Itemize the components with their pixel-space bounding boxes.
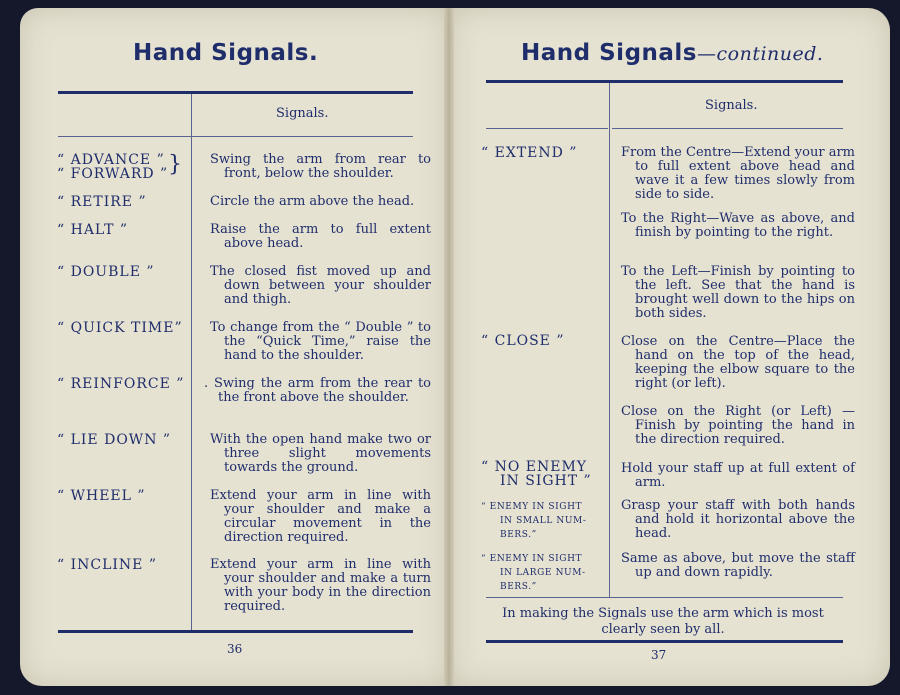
left-header-rule <box>58 136 413 137</box>
description-no-enemy: Hold your staff up at full extent of arm. <box>621 461 855 490</box>
signal-enemy-small: “ ENEMY IN SIGHT <box>481 502 583 512</box>
signal-enemy-large-line3: BERS.” <box>500 582 537 592</box>
description-enemy-large: Same as above, but move the staff up and down rapidly. <box>621 551 855 580</box>
description-extend-right: To the Right—Wave as above, and finish by pointing to the right. <box>621 211 855 240</box>
description-close-right: Close on the Right (or Left) —Finish by pointing the hand in the direction required. <box>621 404 855 447</box>
signal-enemy-large-line2: IN LARGE NUM- <box>500 568 586 578</box>
right-title-suffix: —continued. <box>697 43 824 65</box>
signal-no-enemy-line2: IN SIGHT ” <box>500 473 592 489</box>
signal-advance: “ ADVANCE ” <box>57 152 165 168</box>
right-bottom-rule <box>486 640 843 643</box>
signal-lie-down: “ LIE DOWN ” <box>57 432 172 448</box>
left-page-number: 36 <box>227 642 243 656</box>
book-gutter <box>444 8 454 686</box>
signal-incline: “ INCLINE ” <box>57 557 158 573</box>
description-close-centre: Close on the Centre—Place the hand on the top of the head, keeping the elbow square to the right (or left). <box>621 334 855 391</box>
description-quick-time: To change from the “ Double ” to the “Quick Time,” raise the hand to the shoulder. <box>210 320 431 363</box>
description-halt: Raise the arm to full extent above head. <box>210 222 431 251</box>
signal-enemy-small-line3: BERS.” <box>500 530 537 540</box>
description-advance: Swing the arm from rear to front, below the shoulder. <box>210 152 431 181</box>
left-column-divider <box>191 94 192 630</box>
footer-note: In making the Signals use the arm which is most clearly seen by all. <box>502 606 824 637</box>
right-header-rule-a <box>486 128 608 129</box>
signal-enemy-small-line2: IN SMALL NUM- <box>500 516 587 526</box>
signal-quick-time: “ QUICK TIME” <box>57 320 183 336</box>
description-incline: Extend your arm in line with your shoulder and make a turn with your body in the direction required. <box>210 557 431 614</box>
description-lie-down: With the open hand make two or three slight movements towards the ground. <box>210 432 431 475</box>
right-title-main: Hand Signals <box>521 40 697 66</box>
right-page-title <box>521 40 823 66</box>
right-bottom-thin-rule <box>486 597 843 598</box>
right-top-rule <box>486 80 843 83</box>
signal-close: “ CLOSE ” <box>481 333 565 349</box>
brace-glyph: } <box>168 152 182 177</box>
description-double: The closed fist moved up and down between your shoulder and thigh. <box>210 264 431 307</box>
right-header-rule-b <box>612 128 843 129</box>
description-enemy-small: Grasp your staff with both hands and hold it horizontal above the head. <box>621 498 855 541</box>
description-extend-left: To the Left—Finish by pointing to the left. See that the hand is brought well down to the hips on both sides. <box>621 264 855 321</box>
right-column-header: Signals. <box>705 98 758 113</box>
description-extend-centre: From the Centre—Extend your arm to full extent above head and wave it a few times slowly from side to side. <box>621 145 855 202</box>
right-page-number: 37 <box>651 648 667 662</box>
description-retire: Circle the arm above the head. <box>210 194 415 209</box>
signal-extend: “ EXTEND ” <box>481 145 578 161</box>
right-column-divider <box>609 83 610 597</box>
signal-wheel: “ WHEEL ” <box>57 488 146 504</box>
left-page-title: Hand Signals. <box>133 40 319 66</box>
signal-no-enemy: “ NO ENEMY <box>481 459 588 475</box>
signal-forward: “ FORWARD ” <box>57 166 169 182</box>
signal-halt: “ HALT ” <box>57 222 129 238</box>
description-reinforce: . Swing the arm from the rear to the front above the shoulder. <box>204 376 431 405</box>
left-top-rule <box>58 91 413 94</box>
signal-retire: “ RETIRE ” <box>57 194 147 210</box>
left-bottom-rule <box>58 630 413 633</box>
description-wheel: Extend your arm in line with your shoulder and make a circular movement in the direction required. <box>210 488 431 545</box>
signal-double: “ DOUBLE ” <box>57 264 155 280</box>
signal-reinforce: “ REINFORCE ” <box>57 376 185 392</box>
left-column-header: Signals. <box>276 106 329 121</box>
signal-enemy-large: “ ENEMY IN SIGHT <box>481 554 583 564</box>
